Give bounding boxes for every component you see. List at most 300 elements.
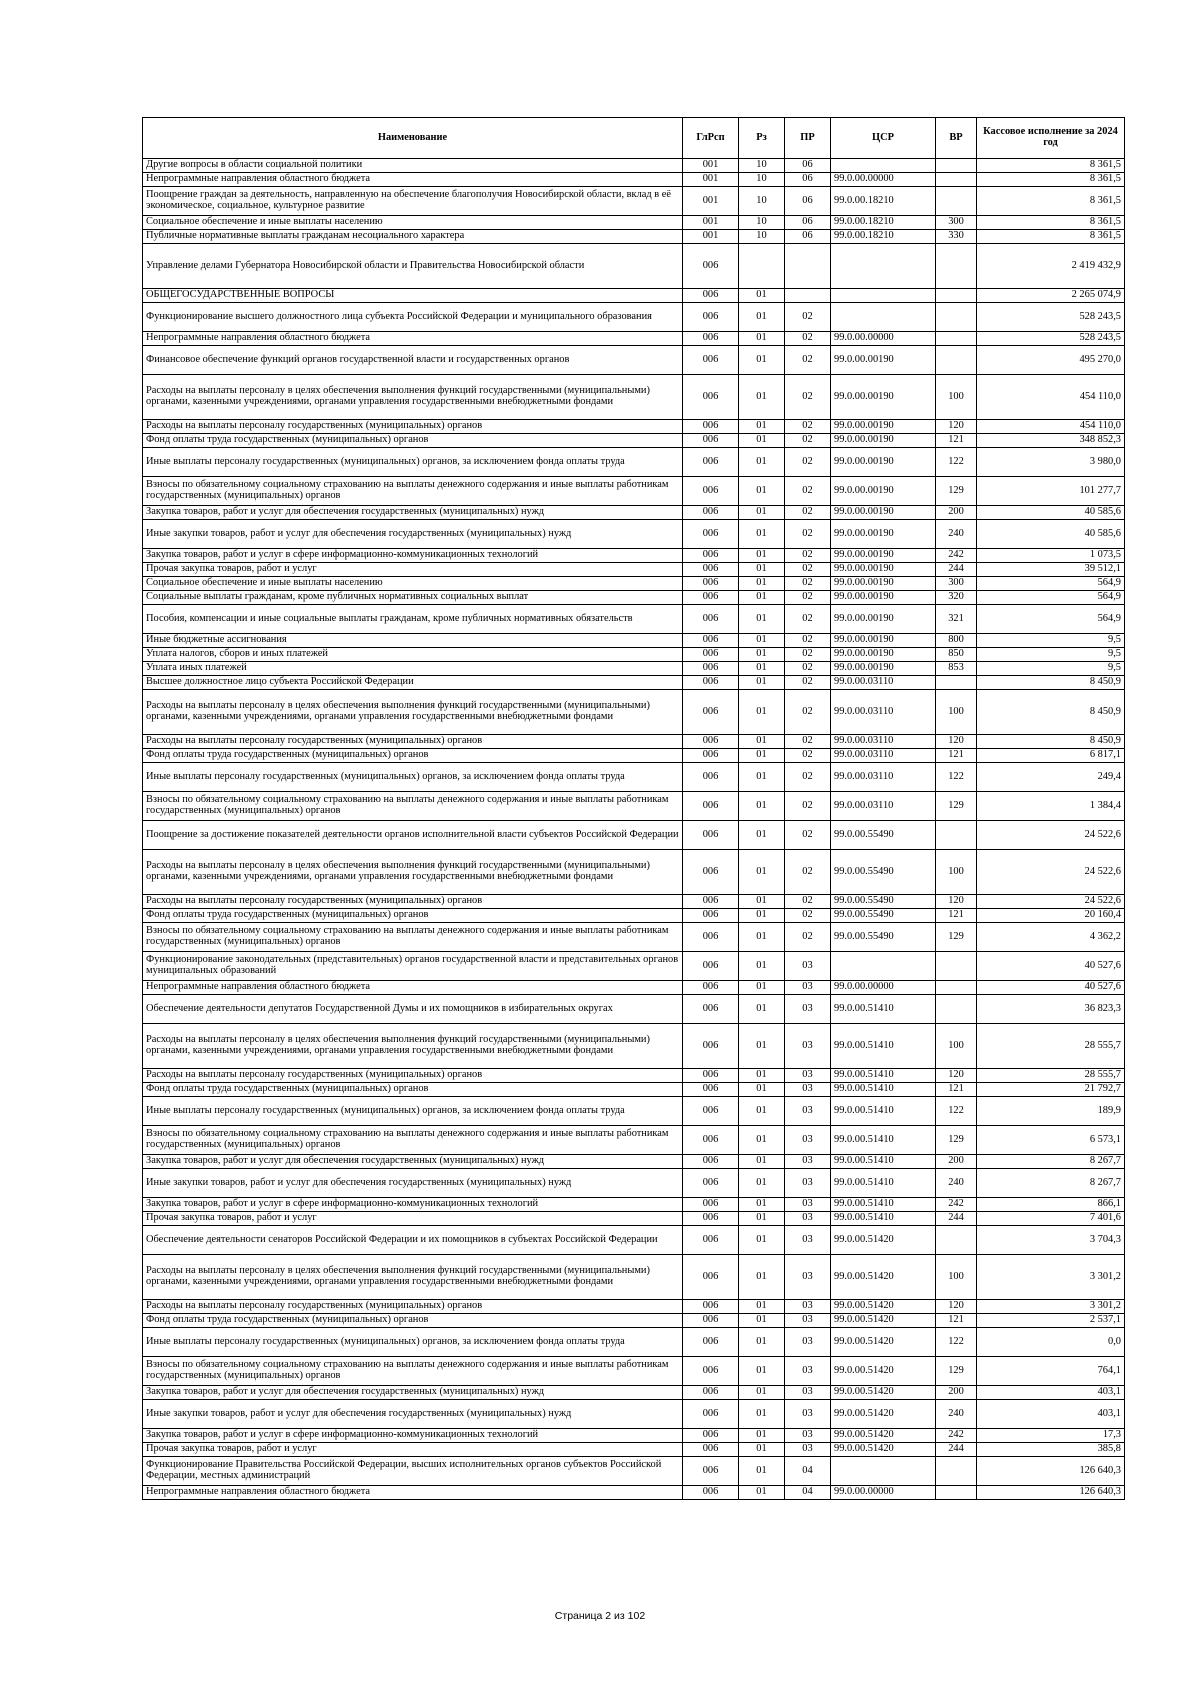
cell-name: Поощрение граждан за деятельность, направленную на обеспечение благополучия Новосибирской области, вклад в её экономическое, социальное, культурное развитие <box>143 187 683 216</box>
cell-grs: 006 <box>683 648 739 662</box>
cell-rz: 01 <box>739 749 785 763</box>
cell-pr: 03 <box>785 995 831 1024</box>
cell-csr: 99.0.00.51420 <box>831 1300 936 1314</box>
cell-vr: 129 <box>936 1126 977 1155</box>
cell-name: Фонд оплаты труда государственных (муниципальных) органов <box>143 434 683 448</box>
cell-pr: 06 <box>785 187 831 216</box>
cell-csr: 99.0.00.00190 <box>831 477 936 506</box>
cell-vr: 120 <box>936 1300 977 1314</box>
cell-csr: 99.0.00.00190 <box>831 648 936 662</box>
table-row <box>143 1386 1125 1400</box>
cell-vr: 100 <box>936 375 977 420</box>
cell-vr: 100 <box>936 850 977 895</box>
table-row <box>143 1126 1125 1155</box>
cell-rz: 01 <box>739 1357 785 1386</box>
cell-amount: 8 267,7 <box>977 1169 1125 1198</box>
cell-rz: 01 <box>739 303 785 332</box>
cell-vr <box>936 981 977 995</box>
cell-amount: 40 585,6 <box>977 506 1125 520</box>
table-row <box>143 346 1125 375</box>
cell-rz: 01 <box>739 520 785 549</box>
cell-amount: 564,9 <box>977 605 1125 634</box>
cell-csr: 99.0.00.51420 <box>831 1255 936 1300</box>
table-row <box>143 244 1125 289</box>
table-row <box>143 549 1125 563</box>
cell-rz: 01 <box>739 1069 785 1083</box>
cell-pr: 02 <box>785 850 831 895</box>
cell-grs: 006 <box>683 375 739 420</box>
cell-grs: 006 <box>683 821 739 850</box>
table-row <box>143 1097 1125 1126</box>
cell-csr: 99.0.00.18210 <box>831 187 936 216</box>
cell-vr: 240 <box>936 1400 977 1429</box>
cell-pr: 02 <box>785 690 831 735</box>
cell-pr: 06 <box>785 173 831 187</box>
cell-name: Расходы на выплаты персоналу государственных (муниципальных) органов <box>143 1300 683 1314</box>
cell-name: Прочая закупка товаров, работ и услуг <box>143 1443 683 1457</box>
cell-csr: 99.0.00.03110 <box>831 749 936 763</box>
cell-name: Фонд оплаты труда государственных (муниципальных) органов <box>143 1314 683 1328</box>
table-row <box>143 792 1125 821</box>
cell-rz: 01 <box>739 1328 785 1357</box>
cell-csr: 99.0.00.51410 <box>831 1024 936 1069</box>
table-body <box>143 159 1125 1500</box>
cell-vr: 244 <box>936 1443 977 1457</box>
cell-vr: 200 <box>936 506 977 520</box>
cell-grs: 006 <box>683 577 739 591</box>
cell-grs: 006 <box>683 1457 739 1486</box>
cell-rz <box>739 244 785 289</box>
cell-name: Финансовое обеспечение функций органов государственной власти и государственных органов <box>143 346 683 375</box>
cell-rz: 01 <box>739 690 785 735</box>
cell-name: Расходы на выплаты персоналу государственных (муниципальных) органов <box>143 735 683 749</box>
cell-pr: 06 <box>785 159 831 173</box>
cell-amount: 9,5 <box>977 648 1125 662</box>
cell-csr: 99.0.00.51420 <box>831 1400 936 1429</box>
cell-vr: 800 <box>936 634 977 648</box>
cell-vr: 244 <box>936 563 977 577</box>
cell-pr: 03 <box>785 1024 831 1069</box>
cell-amount: 454 110,0 <box>977 375 1125 420</box>
cell-grs: 001 <box>683 187 739 216</box>
cell-name: Управление делами Губернатора Новосибирской области и Правительства Новосибирской области <box>143 244 683 289</box>
cell-grs: 006 <box>683 591 739 605</box>
cell-csr: 99.0.00.51410 <box>831 1069 936 1083</box>
cell-grs: 006 <box>683 662 739 676</box>
cell-csr: 99.0.00.03110 <box>831 792 936 821</box>
cell-csr: 99.0.00.18210 <box>831 230 936 244</box>
cell-name: Обеспечение деятельности депутатов Государственной Думы и их помощников в избирательных округах <box>143 995 683 1024</box>
cell-name: Взносы по обязательному социальному страхованию на выплаты денежного содержания и иные выплаты работникам государственных (муниципальных) органов <box>143 477 683 506</box>
cell-rz: 01 <box>739 923 785 952</box>
cell-pr: 02 <box>785 434 831 448</box>
cell-amount: 249,4 <box>977 763 1125 792</box>
cell-csr: 99.0.00.55490 <box>831 923 936 952</box>
cell-amount: 1 073,5 <box>977 549 1125 563</box>
cell-name: Закупка товаров, работ и услуг для обеспечения государственных (муниципальных) нужд <box>143 506 683 520</box>
cell-vr: 244 <box>936 1212 977 1226</box>
table-row <box>143 1198 1125 1212</box>
cell-vr: 242 <box>936 1198 977 1212</box>
cell-rz: 01 <box>739 895 785 909</box>
cell-grs: 006 <box>683 923 739 952</box>
cell-amount: 8 450,9 <box>977 676 1125 690</box>
cell-rz: 01 <box>739 577 785 591</box>
cell-name: Закупка товаров, работ и услуг в сфере информационно-коммуникационных технологий <box>143 1198 683 1212</box>
table-row <box>143 434 1125 448</box>
cell-vr: 300 <box>936 577 977 591</box>
cell-amount: 8 361,5 <box>977 230 1125 244</box>
cell-grs: 006 <box>683 763 739 792</box>
cell-vr: 129 <box>936 477 977 506</box>
cell-pr: 03 <box>785 1300 831 1314</box>
cell-csr: 99.0.00.51420 <box>831 1328 936 1357</box>
cell-grs: 006 <box>683 1024 739 1069</box>
cell-rz: 01 <box>739 1169 785 1198</box>
cell-amount: 126 640,3 <box>977 1486 1125 1500</box>
cell-vr <box>936 173 977 187</box>
cell-csr: 99.0.00.55490 <box>831 850 936 895</box>
cell-grs: 006 <box>683 1198 739 1212</box>
cell-vr: 129 <box>936 792 977 821</box>
cell-grs: 006 <box>683 563 739 577</box>
cell-vr: 120 <box>936 895 977 909</box>
cell-name: Закупка товаров, работ и услуг в сфере информационно-коммуникационных технологий <box>143 1429 683 1443</box>
cell-amount: 6 817,1 <box>977 749 1125 763</box>
cell-amount: 8 267,7 <box>977 1155 1125 1169</box>
cell-pr: 03 <box>785 1226 831 1255</box>
cell-grs: 006 <box>683 690 739 735</box>
cell-rz: 01 <box>739 1386 785 1400</box>
cell-rz: 01 <box>739 1097 785 1126</box>
cell-amount: 764,1 <box>977 1357 1125 1386</box>
cell-pr <box>785 244 831 289</box>
cell-name: Расходы на выплаты персоналу в целях обеспечения выполнения функций государственными (муниципальными) органами, казенными учреждениями, органами управления государственными внебюджетными фондами <box>143 1255 683 1300</box>
cell-rz: 01 <box>739 346 785 375</box>
cell-vr <box>936 1226 977 1255</box>
cell-amount: 8 361,5 <box>977 159 1125 173</box>
table-row <box>143 1083 1125 1097</box>
cell-vr: 321 <box>936 605 977 634</box>
cell-name: Иные бюджетные ассигнования <box>143 634 683 648</box>
cell-grs: 006 <box>683 506 739 520</box>
cell-name: ОБЩЕГОСУДАРСТВЕННЫЕ ВОПРОСЫ <box>143 289 683 303</box>
cell-grs: 006 <box>683 995 739 1024</box>
cell-pr: 02 <box>785 895 831 909</box>
cell-amount: 0,0 <box>977 1328 1125 1357</box>
cell-grs: 006 <box>683 520 739 549</box>
cell-rz: 01 <box>739 1083 785 1097</box>
cell-csr: 99.0.00.51410 <box>831 1155 936 1169</box>
cell-pr: 03 <box>785 981 831 995</box>
cell-pr: 02 <box>785 909 831 923</box>
cell-csr <box>831 1457 936 1486</box>
cell-csr: 99.0.00.00000 <box>831 981 936 995</box>
cell-amount: 8 361,5 <box>977 216 1125 230</box>
cell-csr: 99.0.00.03110 <box>831 676 936 690</box>
cell-pr: 02 <box>785 332 831 346</box>
cell-amount: 9,5 <box>977 662 1125 676</box>
cell-name: Закупка товаров, работ и услуг для обеспечения государственных (муниципальных) нужд <box>143 1155 683 1169</box>
table-row <box>143 477 1125 506</box>
cell-grs: 006 <box>683 1486 739 1500</box>
cell-rz: 01 <box>739 1300 785 1314</box>
cell-vr: 200 <box>936 1386 977 1400</box>
cell-grs: 006 <box>683 346 739 375</box>
table-row <box>143 1400 1125 1429</box>
cell-csr: 99.0.00.51420 <box>831 1429 936 1443</box>
cell-rz: 01 <box>739 1255 785 1300</box>
cell-pr: 02 <box>785 549 831 563</box>
cell-pr: 02 <box>785 448 831 477</box>
cell-amount: 21 792,7 <box>977 1083 1125 1097</box>
table-row <box>143 1169 1125 1198</box>
cell-rz: 01 <box>739 1155 785 1169</box>
cell-vr: 853 <box>936 662 977 676</box>
cell-rz: 01 <box>739 909 785 923</box>
cell-name: Иные закупки товаров, работ и услуг для обеспечения государственных (муниципальных) нужд <box>143 520 683 549</box>
cell-grs: 001 <box>683 216 739 230</box>
cell-grs: 006 <box>683 420 739 434</box>
table-row <box>143 1357 1125 1386</box>
cell-pr: 04 <box>785 1486 831 1500</box>
cell-rz: 01 <box>739 289 785 303</box>
cell-amount: 403,1 <box>977 1386 1125 1400</box>
cell-name: Иные выплаты персоналу государственных (муниципальных) органов, за исключением фонда оплаты труда <box>143 763 683 792</box>
cell-rz: 01 <box>739 821 785 850</box>
cell-rz: 01 <box>739 735 785 749</box>
cell-pr: 06 <box>785 230 831 244</box>
cell-vr: 129 <box>936 1357 977 1386</box>
cell-grs: 006 <box>683 303 739 332</box>
cell-vr: 122 <box>936 763 977 792</box>
cell-vr <box>936 303 977 332</box>
cell-vr: 100 <box>936 690 977 735</box>
table-row <box>143 981 1125 995</box>
cell-rz: 01 <box>739 792 785 821</box>
cell-name: Взносы по обязательному социальному страхованию на выплаты денежного содержания и иные выплаты работникам государственных (муниципальных) органов <box>143 792 683 821</box>
cell-name: Непрограммные направления областного бюджета <box>143 173 683 187</box>
cell-csr: 99.0.00.18210 <box>831 216 936 230</box>
cell-csr: 99.0.00.51420 <box>831 1314 936 1328</box>
header-pr: ПР <box>785 118 831 159</box>
table-row <box>143 1024 1125 1069</box>
cell-name: Поощрение за достижение показателей деятельности органов исполнительной власти субъектов Российской Федерации <box>143 821 683 850</box>
cell-amount: 39 512,1 <box>977 563 1125 577</box>
cell-grs: 006 <box>683 448 739 477</box>
cell-grs: 006 <box>683 1400 739 1429</box>
cell-csr: 99.0.00.51420 <box>831 1386 936 1400</box>
cell-vr: 121 <box>936 434 977 448</box>
table-row <box>143 289 1125 303</box>
cell-rz: 01 <box>739 1198 785 1212</box>
cell-vr: 122 <box>936 1328 977 1357</box>
cell-amount: 4 362,2 <box>977 923 1125 952</box>
cell-pr: 02 <box>785 346 831 375</box>
cell-pr: 02 <box>785 821 831 850</box>
cell-pr: 02 <box>785 763 831 792</box>
cell-csr: 99.0.00.03110 <box>831 763 936 792</box>
cell-name: Фонд оплаты труда государственных (муниципальных) органов <box>143 749 683 763</box>
cell-name: Функционирование Правительства Российской Федерации, высших исполнительных органов субъектов Российской Федерации, местных администраций <box>143 1457 683 1486</box>
cell-vr: 100 <box>936 1255 977 1300</box>
cell-amount: 189,9 <box>977 1097 1125 1126</box>
table-row <box>143 230 1125 244</box>
table-row <box>143 591 1125 605</box>
cell-vr: 122 <box>936 1097 977 1126</box>
cell-csr: 99.0.00.00190 <box>831 506 936 520</box>
cell-csr: 99.0.00.51410 <box>831 1126 936 1155</box>
cell-csr: 99.0.00.51410 <box>831 1097 936 1126</box>
cell-grs: 006 <box>683 1069 739 1083</box>
cell-pr: 03 <box>785 1212 831 1226</box>
cell-grs: 006 <box>683 1386 739 1400</box>
table-row <box>143 216 1125 230</box>
cell-csr: 99.0.00.00190 <box>831 520 936 549</box>
cell-amount: 126 640,3 <box>977 1457 1125 1486</box>
cell-grs: 006 <box>683 676 739 690</box>
cell-pr: 02 <box>785 735 831 749</box>
cell-pr: 02 <box>785 923 831 952</box>
cell-name: Социальное обеспечение и иные выплаты населению <box>143 216 683 230</box>
cell-rz: 01 <box>739 1024 785 1069</box>
cell-amount: 8 450,9 <box>977 690 1125 735</box>
cell-grs: 006 <box>683 1300 739 1314</box>
cell-amount: 40 585,6 <box>977 520 1125 549</box>
table-row <box>143 605 1125 634</box>
table-row <box>143 1429 1125 1443</box>
cell-name: Социальное обеспечение и иные выплаты населению <box>143 577 683 591</box>
cell-csr: 99.0.00.00000 <box>831 1486 936 1500</box>
table-row <box>143 1212 1125 1226</box>
cell-rz: 01 <box>739 1126 785 1155</box>
cell-grs: 006 <box>683 434 739 448</box>
cell-pr: 02 <box>785 792 831 821</box>
cell-pr: 02 <box>785 676 831 690</box>
cell-vr: 850 <box>936 648 977 662</box>
table-row <box>143 420 1125 434</box>
header-amount: Кассовое исполнение за 2024 год <box>977 118 1125 159</box>
table-row <box>143 909 1125 923</box>
cell-csr <box>831 159 936 173</box>
cell-name: Пособия, компенсации и иные социальные выплаты гражданам, кроме публичных нормативных обязательств <box>143 605 683 634</box>
cell-grs: 006 <box>683 1429 739 1443</box>
cell-csr: 99.0.00.00190 <box>831 591 936 605</box>
cell-name: Публичные нормативные выплаты гражданам несоциального характера <box>143 230 683 244</box>
cell-name: Фонд оплаты труда государственных (муниципальных) органов <box>143 1083 683 1097</box>
cell-amount: 24 522,6 <box>977 850 1125 895</box>
cell-vr: 100 <box>936 1024 977 1069</box>
cell-pr: 03 <box>785 1198 831 1212</box>
cell-name: Функционирование законодательных (представительных) органов государственной власти и представительных органов муниципальных образований <box>143 952 683 981</box>
cell-rz: 01 <box>739 995 785 1024</box>
cell-rz: 01 <box>739 763 785 792</box>
cell-name: Расходы на выплаты персоналу государственных (муниципальных) органов <box>143 1069 683 1083</box>
cell-vr: 121 <box>936 909 977 923</box>
cell-pr: 03 <box>785 1083 831 1097</box>
cell-vr: 240 <box>936 520 977 549</box>
cell-csr: 99.0.00.00190 <box>831 563 936 577</box>
cell-vr: 200 <box>936 1155 977 1169</box>
cell-csr: 99.0.00.00190 <box>831 434 936 448</box>
cell-grs: 006 <box>683 981 739 995</box>
cell-amount: 2 265 074,9 <box>977 289 1125 303</box>
cell-amount: 8 361,5 <box>977 173 1125 187</box>
table-row <box>143 520 1125 549</box>
cell-amount: 9,5 <box>977 634 1125 648</box>
table-row <box>143 1155 1125 1169</box>
cell-amount: 28 555,7 <box>977 1069 1125 1083</box>
cell-pr: 03 <box>785 1328 831 1357</box>
header-name: Наименование <box>143 118 683 159</box>
cell-name: Высшее должностное лицо субъекта Российской Федерации <box>143 676 683 690</box>
cell-grs: 001 <box>683 173 739 187</box>
cell-csr: 99.0.00.00190 <box>831 634 936 648</box>
cell-grs: 006 <box>683 1314 739 1328</box>
cell-amount: 528 243,5 <box>977 332 1125 346</box>
cell-pr: 03 <box>785 1097 831 1126</box>
cell-name: Иные выплаты персоналу государственных (муниципальных) органов, за исключением фонда оплаты труда <box>143 1097 683 1126</box>
cell-amount: 385,8 <box>977 1443 1125 1457</box>
cell-csr: 99.0.00.51410 <box>831 1083 936 1097</box>
cell-vr: 320 <box>936 591 977 605</box>
cell-pr: 03 <box>785 1069 831 1083</box>
table-row <box>143 506 1125 520</box>
table-row <box>143 676 1125 690</box>
cell-name: Расходы на выплаты персоналу государственных (муниципальных) органов <box>143 420 683 434</box>
cell-pr: 03 <box>785 1126 831 1155</box>
cell-vr: 242 <box>936 1429 977 1443</box>
cell-amount: 564,9 <box>977 591 1125 605</box>
cell-vr: 300 <box>936 216 977 230</box>
cell-csr: 99.0.00.03110 <box>831 690 936 735</box>
cell-csr <box>831 244 936 289</box>
cell-pr: 02 <box>785 577 831 591</box>
cell-amount: 3 301,2 <box>977 1300 1125 1314</box>
cell-csr: 99.0.00.00190 <box>831 375 936 420</box>
table-row <box>143 1328 1125 1357</box>
table-row <box>143 850 1125 895</box>
cell-vr: 129 <box>936 923 977 952</box>
table-row <box>143 662 1125 676</box>
cell-amount: 1 384,4 <box>977 792 1125 821</box>
cell-amount: 2 419 432,9 <box>977 244 1125 289</box>
cell-amount: 40 527,6 <box>977 952 1125 981</box>
cell-name: Взносы по обязательному социальному страхованию на выплаты денежного содержания и иные выплаты работникам государственных (муниципальных) органов <box>143 1126 683 1155</box>
cell-amount: 2 537,1 <box>977 1314 1125 1328</box>
cell-rz: 01 <box>739 634 785 648</box>
cell-rz: 01 <box>739 1443 785 1457</box>
cell-pr: 03 <box>785 1400 831 1429</box>
cell-grs: 006 <box>683 1357 739 1386</box>
cell-amount: 866,1 <box>977 1198 1125 1212</box>
cell-pr <box>785 289 831 303</box>
cell-csr <box>831 289 936 303</box>
cell-amount: 40 527,6 <box>977 981 1125 995</box>
cell-pr: 03 <box>785 1429 831 1443</box>
cell-pr: 02 <box>785 634 831 648</box>
cell-name: Уплата иных платежей <box>143 662 683 676</box>
cell-vr <box>936 289 977 303</box>
cell-name: Иные выплаты персоналу государственных (муниципальных) органов, за исключением фонда оплаты труда <box>143 1328 683 1357</box>
cell-vr <box>936 676 977 690</box>
cell-rz: 01 <box>739 648 785 662</box>
cell-rz: 10 <box>739 173 785 187</box>
table-row <box>143 634 1125 648</box>
cell-grs: 006 <box>683 244 739 289</box>
cell-vr <box>936 187 977 216</box>
cell-pr: 02 <box>785 648 831 662</box>
